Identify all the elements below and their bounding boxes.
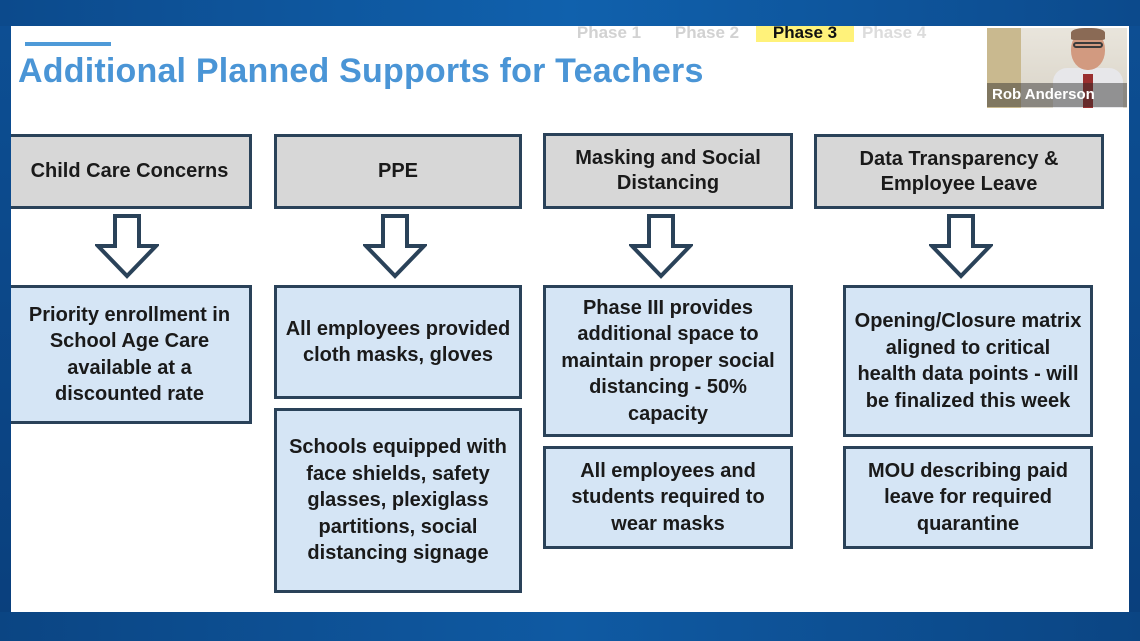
broadcast-frame-top [0,0,1140,26]
box-opening-closure-matrix: Opening/Closure matrix aligned to critical health data points - will be finalized this week [843,285,1093,437]
video-person-glasses [1073,42,1103,48]
participant-name-label: Rob Anderson [987,83,1127,107]
header-ppe: PPE [274,134,522,209]
header-masking-social-distancing: Masking and Social Distancing [543,133,793,209]
down-arrow-icon [629,213,693,279]
box-phase-iii-capacity: Phase III provides additional space to maintain proper social distancing - 50% capacity [543,285,793,437]
down-arrow-icon [929,213,993,279]
box-mou-paid-leave: MOU describing paid leave for required quarantine [843,446,1093,549]
participant-video-tile[interactable] [987,28,1127,108]
phase-tab-2: Phase 2 [674,26,740,42]
slide-title: Additional Planned Supports for Teachers [18,52,704,90]
phase-indicator [560,26,938,42]
phase-tab-1: Phase 1 [576,26,642,42]
box-cloth-masks-gloves: All employees provided cloth masks, gloves [274,285,522,399]
header-data-transparency-leave: Data Transparency & Employee Leave [814,134,1104,209]
down-arrow-icon [363,213,427,279]
box-face-shields: Schools equipped with face shields, safety glasses, plexiglass partitions, social distancing signage [274,408,522,593]
box-masks-required: All employees and students required to wear masks [543,446,793,549]
title-accent-bar [25,42,111,46]
broadcast-frame-bottom [0,612,1140,641]
down-arrow-icon [95,213,159,279]
phase-tab-3-active: Phase 3 [756,26,854,42]
video-person-hair [1071,28,1105,40]
presentation-slide [11,26,1129,612]
phase-tab-4: Phase 4 [862,26,927,42]
header-child-care-concerns: Child Care Concerns [11,134,252,209]
box-priority-enrollment: Priority enrollment in School Age Care available at a discounted rate [11,285,252,424]
